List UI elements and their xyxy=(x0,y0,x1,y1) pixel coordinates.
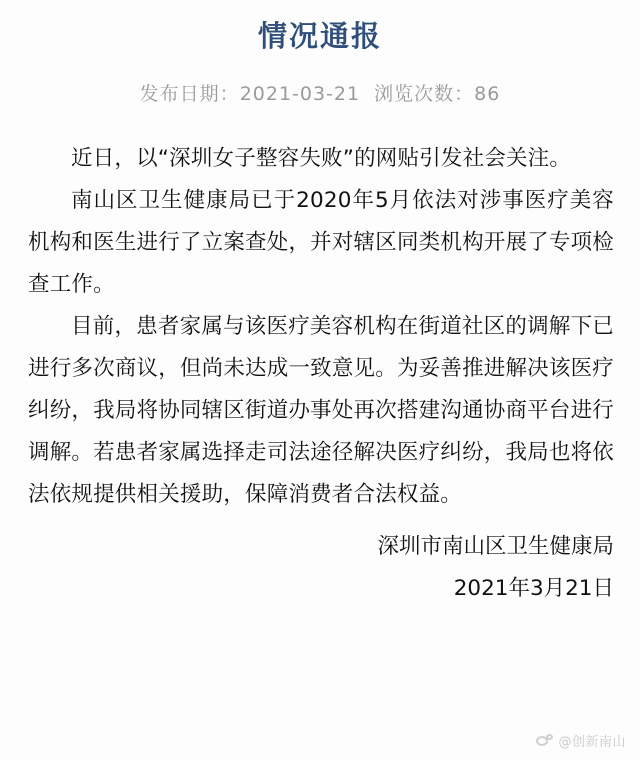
document-body xyxy=(0,138,640,516)
views-count: 86 xyxy=(474,83,501,105)
publish-date-value: 2021-03-21 xyxy=(239,83,361,105)
signature-organization: 深圳市南山区卫生健康局 xyxy=(377,534,614,559)
paragraph-3: 目前，患者家属与该医疗美容机构在街道社区的调解下已进行多次商议，但尚未达成一致意见。为妥善推进解决该医疗纠纷，我局将协同辖区街道办事处再次搭建沟通协商平台进行调解。若患者家属选择走司法途径解决医疗纠纷，我局也将依法依规提供相关援助，保障消费者合法权益。 xyxy=(28,314,614,507)
document-meta xyxy=(0,80,640,108)
weibo-icon xyxy=(536,734,553,748)
page-title: 情况通报 xyxy=(257,19,382,53)
watermark-text: @创新南山 xyxy=(558,735,626,750)
signature-date: 2021年3月21日 xyxy=(453,576,614,601)
paragraph-1: 近日，以“深圳女子整容失败”的网贴引发社会关注。 xyxy=(71,146,572,171)
views-label: 浏览次数： xyxy=(374,83,475,105)
paragraph-2: 南山区卫生健康局已于2020年5月依法对涉事医疗美容机构和医生进行了立案查处，并对辖区同类机构开展了专项检查工作。 xyxy=(28,188,614,297)
watermark xyxy=(536,731,626,750)
signature-block xyxy=(0,526,640,610)
publish-date-label: 发布日期： xyxy=(139,83,240,105)
